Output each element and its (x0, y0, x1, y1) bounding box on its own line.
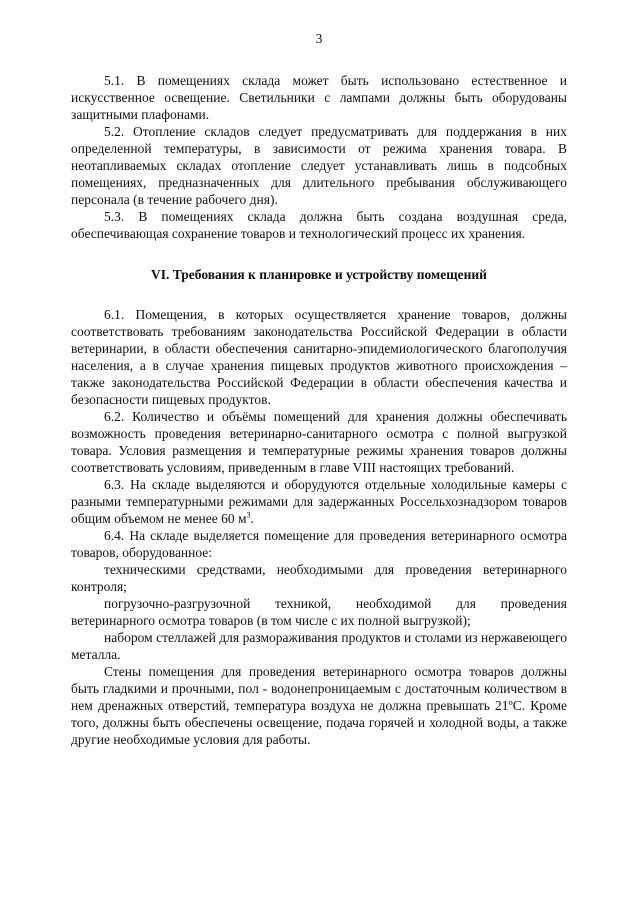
paragraph-5-1: 5.1. В помещениях склада может быть использовано естественное и искусственное освещение. Светильники с лампами должны быть оборудованы защитными плафонами. (71, 73, 567, 122)
paragraph-5-3: 5.3. В помещениях склада должна быть создана воздушная среда, обеспечивающая сохранение товаров и технологический процесс их хранения. (71, 209, 567, 241)
paragraph-6-2: 6.2. Количество и объёмы помещений для хранения должны обеспечивать возможность проведения ветеринарно-санитарного осмотра с полной выгрузкой товара. Условия размещения и температурные режимы хранения товаров должны соответствовать условиям, приведенным в главе VIII настоящих требований. (71, 409, 567, 475)
section-heading: VI. Требования к планировке и устройству помещений (151, 267, 487, 282)
paragraph-6-3 (71, 476, 567, 527)
paragraph-6-3-end: . (250, 511, 254, 526)
paragraph-6-3-text: 6.3. На складе выделяются и оборудуются отдельные холодильные камеры с разными температурными режимами для задержанных Россельхознадзором товаров общим объемом не менее 60 м (71, 477, 567, 526)
list-item-loading-equipment: погрузочно-разгрузочной техникой, необходимой для проведения ветеринарного осмотра товаров (в том числе с их полной выгрузкой); (71, 596, 567, 628)
paragraph-walls: Стены помещения для проведения ветеринарного осмотра товаров должны быть гладкими и прочными, пол - водонепроницаемым с достаточным количеством в нем дренажных отверстий, температура воздуха не должна превышать 21ºС. Кроме того, должны быть обеспечены освещение, подача горячей и холодной воды, а также другие необходимые условия для работы. (71, 664, 567, 747)
paragraph-5-2: 5.2. Отопление складов следует предусматривать для поддержания в них определенной температуры, в зависимости от режима хранения товара. В неотапливаемых складах отопление следует устанавливать лишь в подсобных помещениях, предназначенных для длительного пребывания обслуживающего персонала (в течение рабочего дня). (71, 124, 567, 207)
list-item-racks-tables: набором стеллажей для размораживания продуктов и столами из нержавеющего металла. (71, 630, 567, 662)
paragraph-6-4: 6.4. На складе выделяется помещение для проведения ветеринарного осмотра товаров, оборудованное: (71, 528, 567, 560)
list-item-technical-means: техническими средствами, необходимыми для проведения ветеринарного контроля; (71, 562, 567, 594)
paragraph-6-1: 6.1. Помещения, в которых осуществляется хранение товаров, должны соответствовать требованиям законодательства Российской Федерации в области ветеринарии, в области обеспечения санитарно-эпидемиологического благополучия населения, а в случае хранения пищевых продуктов животного происхождения – также законодательства Российской Федерации в области обеспечения качества и безопасности пищевых продуктов. (71, 307, 567, 407)
page-number: 3 (315, 31, 323, 46)
cubic-superscript: 3 (246, 510, 251, 520)
